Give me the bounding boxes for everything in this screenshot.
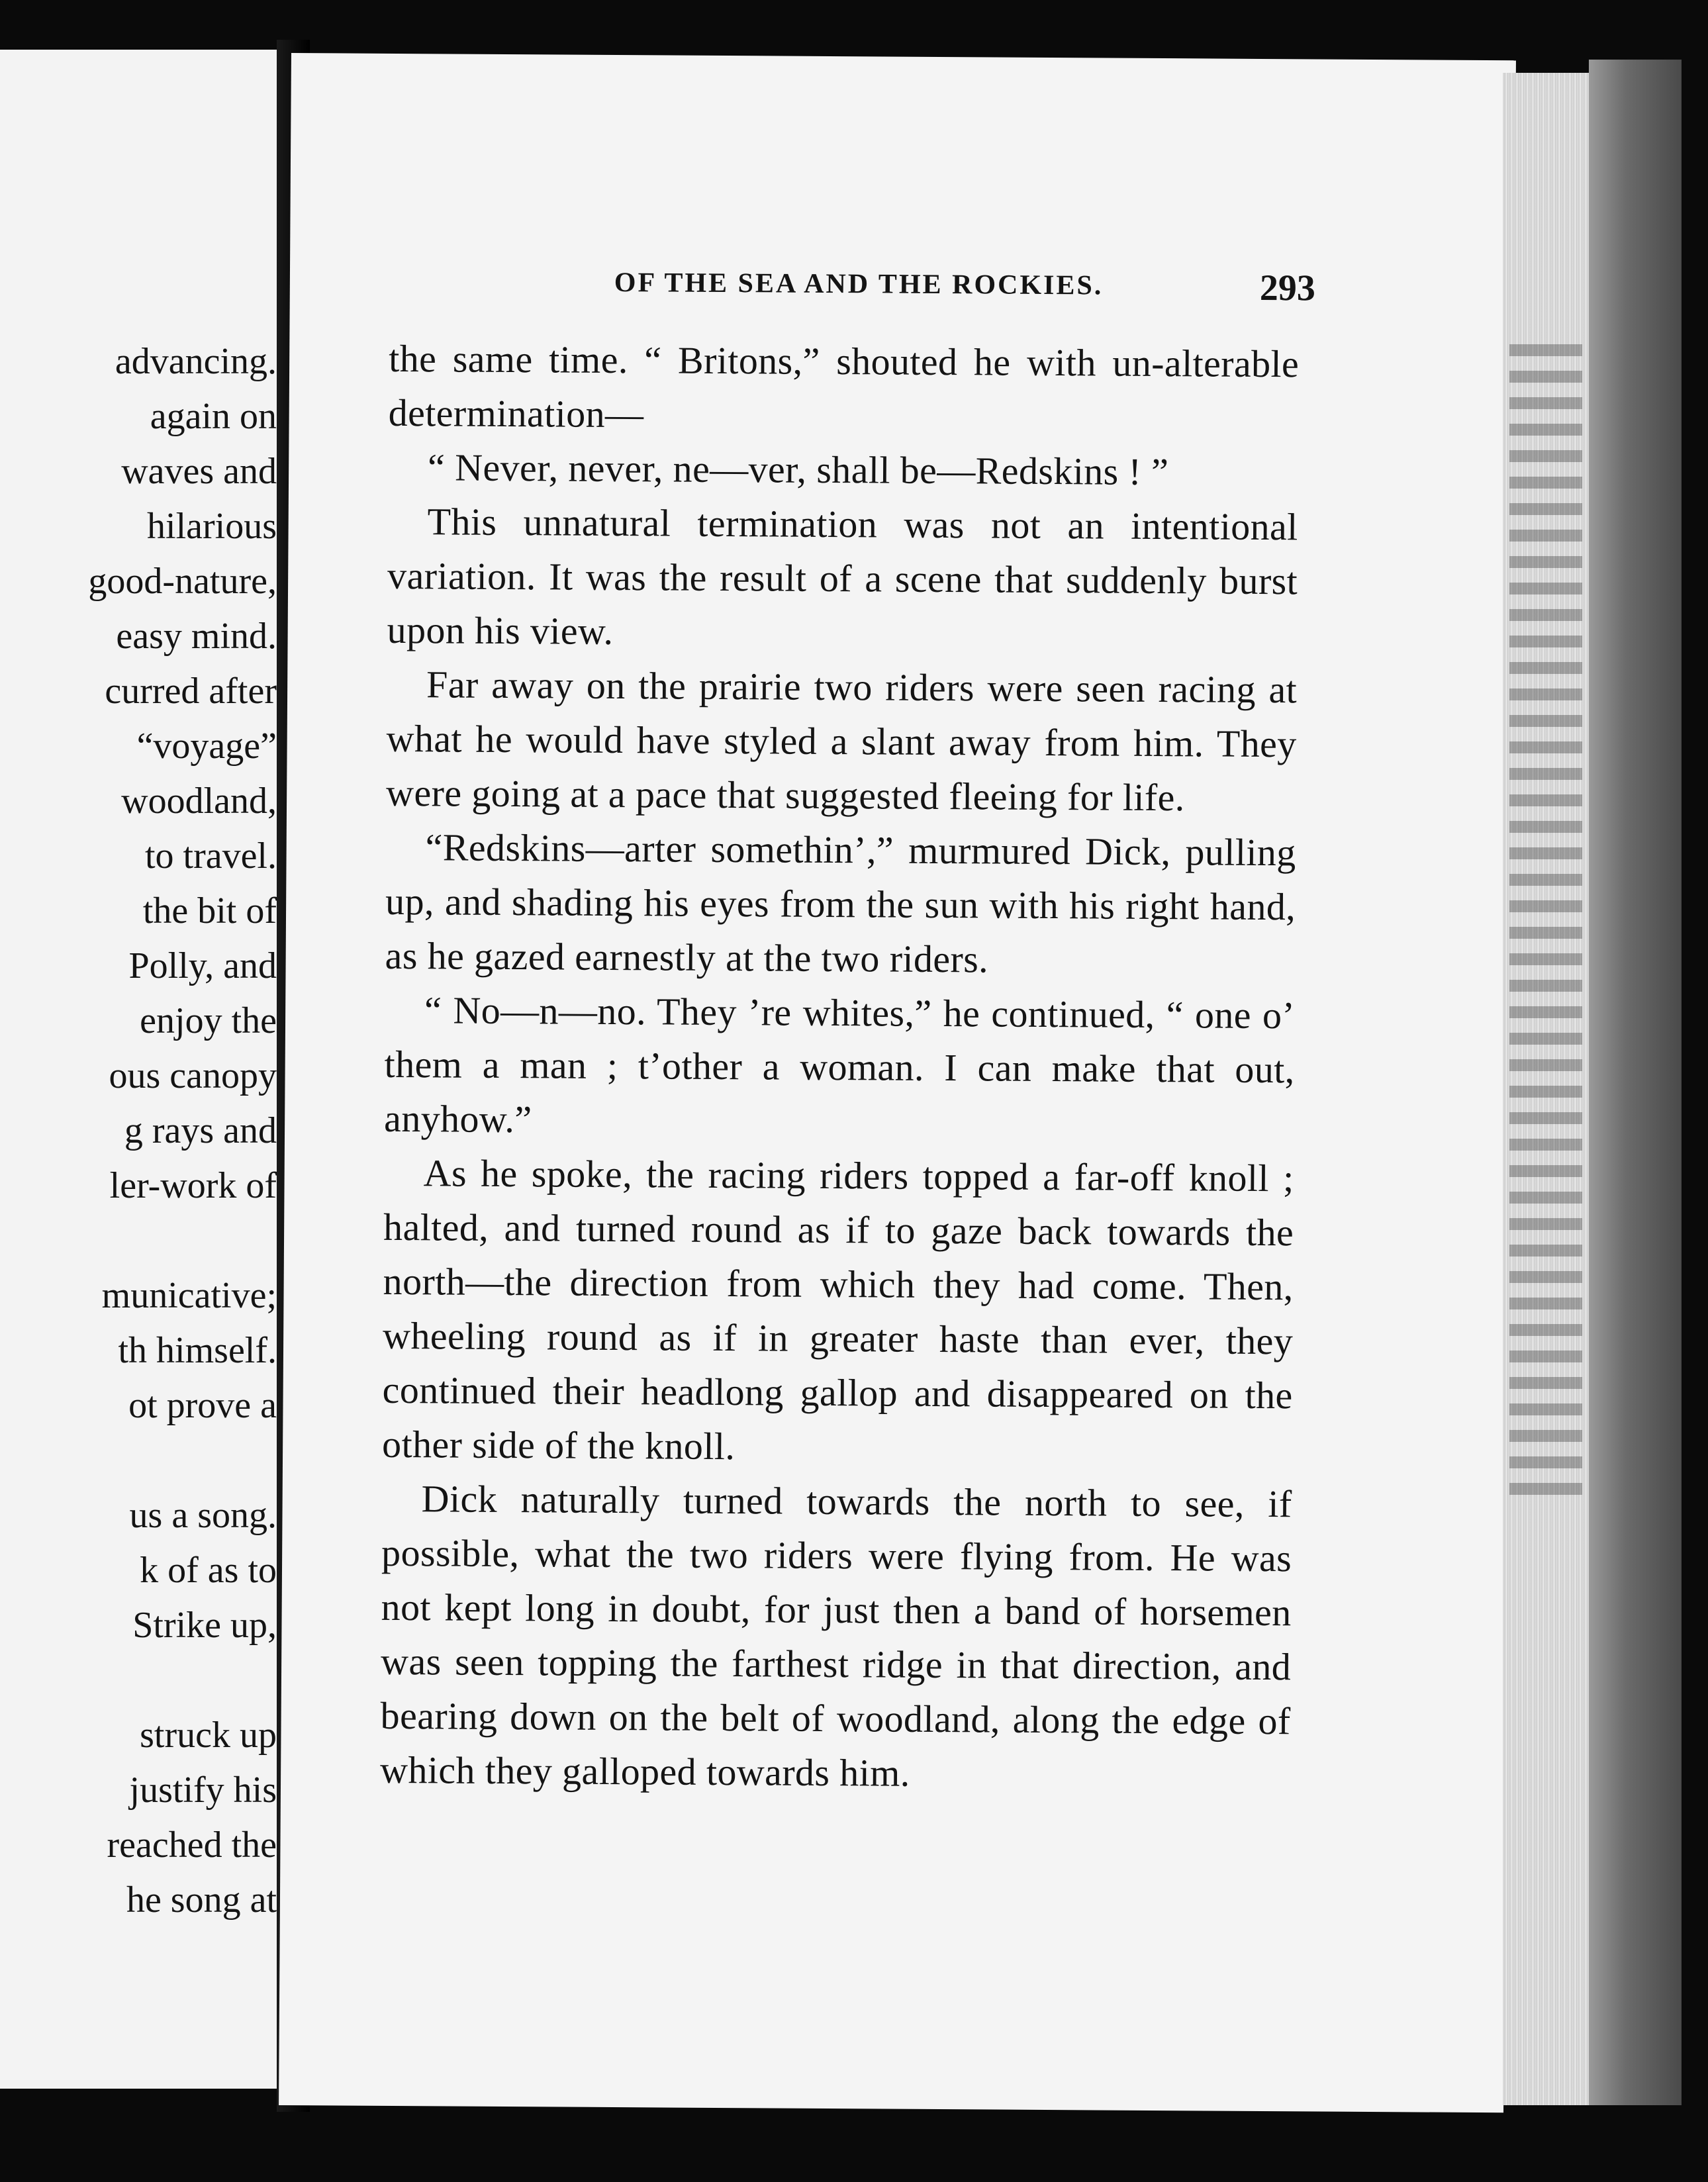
left-blank-line bbox=[0, 1213, 277, 1268]
left-line: ous canopy bbox=[109, 1055, 277, 1096]
paragraph: “ No—n—no. They ’re whites,” he continued, “ one o’ them a man ; t’other a woman. I can make that out, anyhow.” bbox=[383, 988, 1296, 1141]
left-line: ler-work of bbox=[109, 1165, 277, 1206]
left-line: the bit of bbox=[142, 890, 277, 931]
left-line: good-nature, bbox=[88, 561, 277, 602]
right-page bbox=[279, 53, 1516, 2112]
paragraph: “Redskins—arter somethin’,” murmured Dick, pulling up, and shading his eyes from the sun with his right hand, as he gazed earnestly at the two riders. bbox=[385, 826, 1296, 981]
paragraph: As he spoke, the racing riders topped a far-off knoll ; halted, and turned round as if to gaze back towards the north—the direction from which they had come. Then, wheeling round as if in greater haste than ever, they continued their headlong gallop and disappeared on the other side of the knoll. bbox=[381, 1151, 1294, 1468]
left-blank-line bbox=[0, 1433, 277, 1488]
left-line: struck up bbox=[140, 1715, 277, 1756]
paragraph: Dick naturally turned towards the north to see, if possible, what the two riders were flying from. He was not kept long in doubt, for just then a band of horsemen was seen topping the farthest ridge in that direction, and bearing down on the belt of woodland, along the edge of which they galloped towards him. bbox=[379, 1477, 1292, 1795]
left-line: th himself. bbox=[118, 1330, 277, 1371]
left-line: Polly, and bbox=[128, 945, 277, 986]
paragraph: the same time. “ Britons,” shouted he with un-alterable determination— bbox=[388, 336, 1300, 436]
left-page bbox=[0, 50, 278, 2089]
left-page-text bbox=[0, 334, 277, 1928]
left-line: “voyage” bbox=[136, 726, 277, 767]
left-line: Strike up, bbox=[132, 1605, 277, 1646]
left-blank-line bbox=[0, 1653, 277, 1708]
paragraph: Far away on the prairie two riders were seen racing at what he would have styled a slant away from him. They were going at a pace that suggested fleeing for life. bbox=[385, 663, 1298, 820]
page-number: 293 bbox=[1259, 267, 1316, 309]
left-line: g rays and bbox=[124, 1110, 277, 1151]
left-line: reached the bbox=[107, 1825, 277, 1866]
left-line: easy mind. bbox=[116, 616, 277, 657]
left-line: ot prove a bbox=[128, 1385, 277, 1426]
left-line: hilarious bbox=[147, 506, 277, 547]
left-line: enjoy the bbox=[140, 1000, 277, 1041]
left-line: waves and bbox=[121, 451, 277, 492]
book-cover-edge bbox=[1589, 60, 1682, 2105]
left-line: us a song. bbox=[129, 1495, 277, 1536]
left-line: advancing. bbox=[115, 341, 277, 382]
spine-stamp-marks bbox=[1509, 344, 1582, 1503]
left-line: municative; bbox=[101, 1275, 277, 1316]
running-head bbox=[290, 265, 1515, 318]
left-line: justify his bbox=[129, 1770, 277, 1811]
left-line: curred after bbox=[105, 671, 277, 712]
left-line: to travel. bbox=[144, 835, 277, 877]
left-line: again on bbox=[150, 396, 277, 437]
paragraph: “ Never, never, ne—ver, shall be—Redskins ! ” bbox=[427, 446, 1169, 494]
left-line: woodland, bbox=[121, 781, 277, 822]
left-line: he song at bbox=[126, 1879, 277, 1921]
running-title: OF THE SEA AND THE ROCKIES. bbox=[614, 267, 1104, 301]
page-body bbox=[380, 332, 1299, 1803]
left-line: k of as to bbox=[140, 1550, 277, 1591]
paragraph: This unnatural termination was not an intentional variation. It was the result of a scene that suddenly burst upon his view. bbox=[387, 500, 1298, 653]
